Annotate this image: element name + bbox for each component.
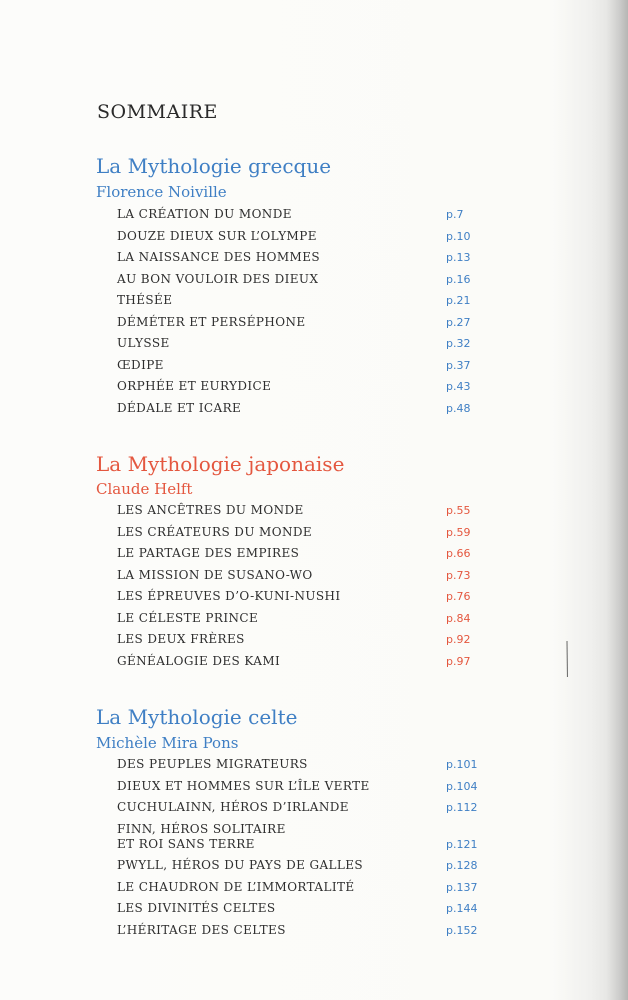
section-author-greek: Florence Noiville — [96, 183, 227, 201]
toc-item[interactable] — [0, 546, 628, 566]
toc-item-page: p.32 — [446, 337, 471, 350]
toc-item-label: LE CHAUDRON DE L’IMMORTALITÉ — [117, 879, 355, 894]
toc-item-label: CUCHULAINN, HÉROS D’IRLANDE — [117, 800, 349, 814]
toc-item-page: p.112 — [446, 801, 478, 814]
toc-item[interactable] — [0, 503, 628, 523]
toc-item-page: p.21 — [446, 294, 471, 307]
toc-item-page: p.55 — [446, 504, 471, 517]
toc-item-label: DOUZE DIEUX SUR L’OLYMPE — [117, 228, 317, 243]
toc-item-page: p.97 — [446, 654, 471, 668]
toc-item-page: p.66 — [446, 547, 471, 560]
toc-item-page: p.101 — [446, 758, 478, 771]
page-title: SOMMAIRE — [97, 101, 218, 123]
toc-item[interactable] — [0, 589, 628, 609]
toc-item[interactable] — [0, 800, 628, 820]
toc-item[interactable] — [0, 901, 628, 921]
toc-item-label-line2: ET ROI SANS TERRE — [117, 837, 255, 851]
toc-item[interactable] — [0, 379, 628, 399]
toc-item-label: DÉMÉTER ET PERSÉPHONE — [117, 314, 306, 329]
toc-item[interactable] — [0, 293, 628, 313]
toc-item-label: LE CÉLESTE PRINCE — [117, 610, 259, 625]
toc-item[interactable] — [0, 358, 628, 378]
toc-item-label: FINN, HÉROS SOLITAIRE — [117, 822, 286, 836]
pencil-mark-icon — [566, 641, 568, 677]
toc-item-page: p.121 — [446, 838, 478, 851]
toc-item-label: GÉNÉALOGIE DES KAMI — [117, 653, 281, 668]
toc-item-label: DÉDALE ET ICARE — [117, 400, 242, 415]
toc-item-label: LA NAISSANCE DES HOMMES — [117, 250, 320, 264]
toc-item-label: LES DIVINITÉS CELTES — [117, 901, 276, 915]
toc-item-page: p.59 — [446, 525, 471, 539]
toc-item[interactable] — [0, 315, 628, 335]
toc-item-label: LES ÉPREUVES D’O-KUNI-NUSHI — [117, 589, 341, 603]
toc-item-label: LA MISSION DE SUSANO-WO — [117, 567, 313, 582]
toc-item[interactable] — [0, 568, 628, 588]
section-author-celtic: Michèle Mira Pons — [96, 734, 239, 752]
toc-item-label: ŒDIPE — [117, 357, 164, 372]
toc-item-label: ORPHÉE ET EURYDICE — [117, 379, 272, 393]
toc-item-page: p.10 — [446, 229, 471, 243]
toc-item[interactable] — [0, 858, 628, 878]
toc-item-label: THÉSÉE — [117, 293, 173, 307]
toc-item-page: p.76 — [446, 590, 471, 603]
toc-item-label: LE PARTAGE DES EMPIRES — [117, 546, 300, 560]
toc-item[interactable] — [0, 525, 628, 545]
toc-item[interactable] — [0, 923, 628, 943]
toc-item-page: p.84 — [446, 611, 471, 625]
section-title-celtic: La Mythologie celte — [96, 705, 298, 729]
toc-item-page: p.104 — [446, 779, 478, 793]
section-title-greek: La Mythologie grecque — [96, 154, 332, 178]
toc-item-label: DIEUX ET HOMMES SUR L’ÎLE VERTE — [117, 778, 370, 793]
section-title-japanese: La Mythologie japonaise — [96, 452, 345, 476]
toc-item-page: p.27 — [446, 315, 471, 329]
toc-item-page: p.73 — [446, 568, 471, 582]
toc-item[interactable] — [0, 336, 628, 356]
toc-item[interactable] — [0, 401, 628, 421]
toc-item-page: p.128 — [446, 859, 478, 872]
toc-item-page: p.37 — [446, 358, 471, 372]
toc-item-label: DES PEUPLES MIGRATEURS — [117, 757, 308, 771]
toc-item-page: p.7 — [446, 208, 464, 221]
toc-item-label: LES CRÉATEURS DU MONDE — [117, 524, 313, 539]
toc-item-page: p.43 — [446, 380, 471, 393]
toc-item[interactable] — [0, 880, 628, 900]
toc-item-page: p.48 — [446, 401, 471, 415]
toc-item[interactable] — [0, 272, 628, 292]
toc-item-page: p.144 — [446, 902, 478, 915]
toc-item-page: p.92 — [446, 633, 471, 646]
toc-item[interactable] — [0, 250, 628, 270]
toc-item-page: p.16 — [446, 272, 471, 286]
toc-item[interactable] — [0, 779, 628, 799]
toc-item[interactable] — [0, 611, 628, 631]
toc-item[interactable] — [0, 207, 628, 227]
toc-item-label: LES DEUX FRÈRES — [117, 632, 245, 646]
toc-item[interactable] — [0, 654, 628, 674]
toc-item-label: AU BON VOULOIR DES DIEUX — [117, 271, 319, 286]
toc-item[interactable] — [0, 822, 628, 858]
toc-item-page: p.13 — [446, 251, 471, 264]
toc-item-label: LA CRÉATION DU MONDE — [117, 207, 292, 221]
toc-item[interactable] — [0, 757, 628, 777]
toc-item-page: p.152 — [446, 923, 478, 937]
toc-item-label: L’HÉRITAGE DES CELTES — [117, 922, 286, 937]
toc-item-label: LES ANCÊTRES DU MONDE — [117, 503, 304, 517]
toc-item[interactable] — [0, 229, 628, 249]
toc-item-page: p.137 — [446, 880, 478, 894]
toc-item[interactable] — [0, 632, 628, 652]
section-author-japanese: Claude Helft — [96, 480, 193, 498]
toc-item-label: ULYSSE — [117, 336, 170, 350]
toc-item-label: PWYLL, HÉROS DU PAYS DE GALLES — [117, 858, 364, 872]
